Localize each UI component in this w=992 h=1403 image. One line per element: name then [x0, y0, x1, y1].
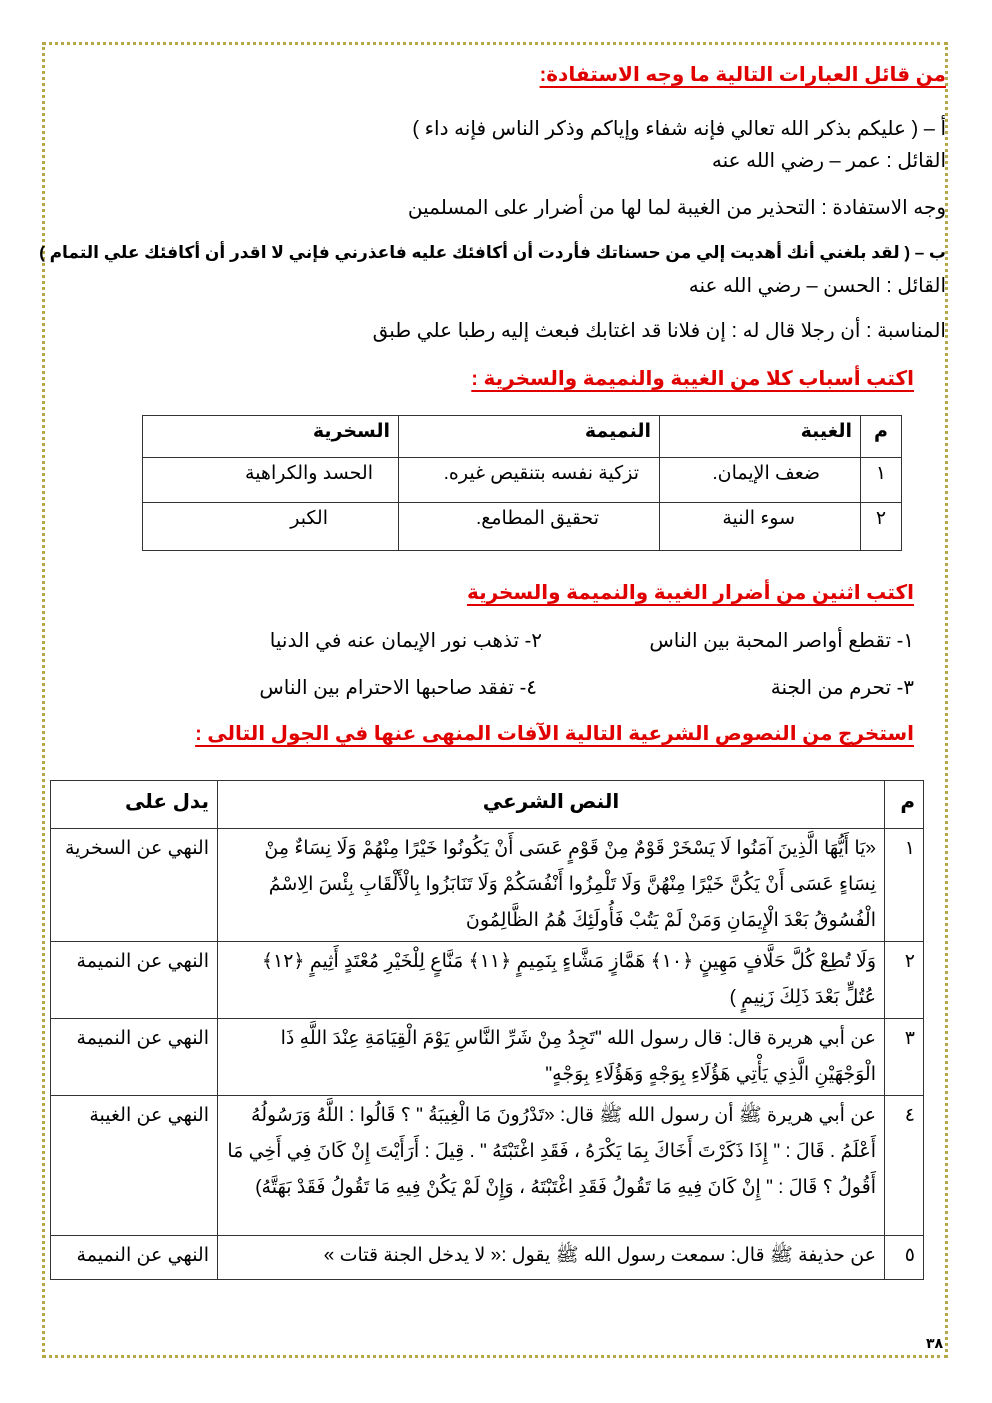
cell: النهي عن الغيبة — [51, 1096, 218, 1236]
cell: النهي عن النميمة — [51, 1019, 218, 1096]
header-cell: النص الشرعي — [218, 781, 885, 829]
cell: ١ — [861, 458, 902, 503]
header-cell: م — [885, 781, 924, 829]
harm-item: ٣- تحرم من الجنة — [770, 677, 914, 699]
header-cell: الغيبة — [660, 416, 861, 458]
cell: النهي عن النميمة — [51, 1236, 218, 1280]
cell: تحقيق المطامع. — [399, 503, 660, 551]
cell: «يَا أَيُّهَا الَّذِينَ آمَنُوا لَا يَسْخَرْ قَوْمٌ مِنْ قَوْمٍ عَسَى أَنْ يَكُونُوا خَيْرًا مِنْهُمْ وَلَا نِسَاءٌ مِنْ نِسَاءٍ عَسَى أَنْ يَكُنَّ خَيْرًا مِنْهُنَّ وَلَا تَلْمِزُوا أَنْفُسَكُمْ وَلَا تَنَابَزُوا بِالْأَلْقَابِ بِئْسَ الِاسْمُ الْفُسُوقُ بَعْدَ الْإِيمَانِ وَمَنْ لَمْ يَتُبْ فَأُولَئِكَ هُمُ الظَّالِمُونَ — [218, 829, 885, 942]
quote-a: أ – ( عليكم بذكر الله تعالي فإنه شفاء وإياكم وذكر الناس فإنه داء ) — [412, 118, 946, 140]
section2-title: اكتب أسباب كلا من الغيبة والنميمة والسخرية : — [471, 368, 914, 390]
table-row — [51, 1019, 924, 1096]
page-number: ٣٨ — [926, 1335, 944, 1351]
cell: ٥ — [885, 1236, 924, 1280]
cell: سوء النية — [660, 503, 861, 551]
cell: ضعف الإيمان. — [660, 458, 861, 503]
section3-title: اكتب اثنين من أضرار الغيبة والنميمة والسخرية — [466, 582, 914, 604]
table-row — [143, 458, 902, 503]
harm-item: ١- تقطع أواصر المحبة بين الناس — [649, 630, 914, 652]
header-cell: م — [861, 416, 902, 458]
table-row — [51, 1096, 924, 1236]
cell: الكبر — [143, 503, 399, 551]
sayer-b: القائل : الحسن – رضي الله عنه — [688, 275, 946, 297]
cell: ١ — [885, 829, 924, 942]
occasion-b: المناسبة : أن رجلا قال له : إن فلانا قد اغتابك فبعث إليه رطبا علي طبق — [372, 320, 946, 342]
table-header-row — [143, 416, 902, 458]
cell: الحسد والكراهية — [143, 458, 399, 503]
cell: النهي عن السخرية — [51, 829, 218, 942]
cell: تزكية نفسه بتنقيص غيره. — [399, 458, 660, 503]
table-row — [143, 503, 902, 551]
sayer-a: القائل : عمر – رضي الله عنه — [711, 150, 946, 172]
harm-item: ٤- تفقد صاحبها الاحترام بين الناس — [259, 677, 537, 699]
table-row — [51, 942, 924, 1019]
benefit-a: وجه الاستفادة : التحذير من الغيبة لما لها من أضرار على المسلمين — [407, 197, 946, 219]
cell: عن حذيفة ﷺ قال: سمعت رسول الله ﷺ يقول :« لا يدخل الجنة قتات » — [218, 1236, 885, 1280]
texts-table — [50, 780, 924, 1280]
cell: النهي عن النميمة — [51, 942, 218, 1019]
section1-title: من قائل العبارات التالية ما وجه الاستفادة: — [539, 64, 946, 86]
cell: ٢ — [885, 942, 924, 1019]
header-cell: النميمة — [399, 416, 660, 458]
cell: عن أبي هريرة ﷺ أن رسول الله ﷺ قال: «تَدْرُونَ مَا الْغِيبَةُ " ؟ قَالُوا : اللَّهُ وَرَسُولُهُ أَعْلَمُ . قَالَ : " إِذَا ذَكَرْتَ أَخَاكَ بِمَا يَكْرَهُ ، فَقَدِ اغْتَبْتَهُ " . قِيلَ : أَرَأَيْتَ إِنْ كَانَ فِي أَخِي مَا أَقُولُ ؟ قَالَ : " إِنْ كَانَ فِيهِ مَا تَقُولُ فَقَدِ اغْتَبْتَهُ ، وَإِنْ لَمْ يَكُنْ فِيهِ مَا تَقُولُ فَقَدْ بَهَتَّهُ) — [218, 1096, 885, 1236]
cell: ٣ — [885, 1019, 924, 1096]
table-row — [51, 829, 924, 942]
header-cell: السخرية — [143, 416, 399, 458]
table-header-row — [51, 781, 924, 829]
quote-b: ب – ( لقد بلغني أنك أهديت إلي من حسناتك فأردت أن أكافئك عليه فاعذرني فإني لا اقدر أن أكافئك علي التمام ) — [39, 243, 946, 262]
header-cell: يدل على — [51, 781, 218, 829]
causes-table — [142, 415, 902, 551]
cell: ٤ — [885, 1096, 924, 1236]
table-row — [51, 1236, 924, 1280]
cell: ٢ — [861, 503, 902, 551]
cell: عن أبي هريرة قال: قال رسول الله "تَجِدُ مِنْ شَرِّ النَّاسِ يَوْمَ الْقِيَامَةِ عِنْدَ اللَّهِ ذَا الْوَجْهَيْنِ الَّذِي يَأْتِي هَؤُلَاءِ بِوَجْهٍ وَهَؤُلَاءِ بِوَجْهٍ" — [218, 1019, 885, 1096]
cell: وَلَا تُطِعْ كُلَّ حَلَّافٍ مَهِينٍ ﴿١٠﴾ هَمَّازٍ مَشَّاءٍ بِنَمِيمٍ ﴿١١﴾ مَنَّاعٍ لِلْخَيْرِ مُعْتَدٍ أَثِيمٍ ﴿١٢﴾ عُتُلٍّ بَعْدَ ذَلِكَ زَنِيمٍ ) — [218, 942, 885, 1019]
harm-item: ٢- تذهب نور الإيمان عنه في الدنيا — [269, 630, 542, 652]
section4-title: استخرج من النصوص الشرعية التالية الآفات المنهى عنها في الجول التالى : — [195, 723, 914, 745]
